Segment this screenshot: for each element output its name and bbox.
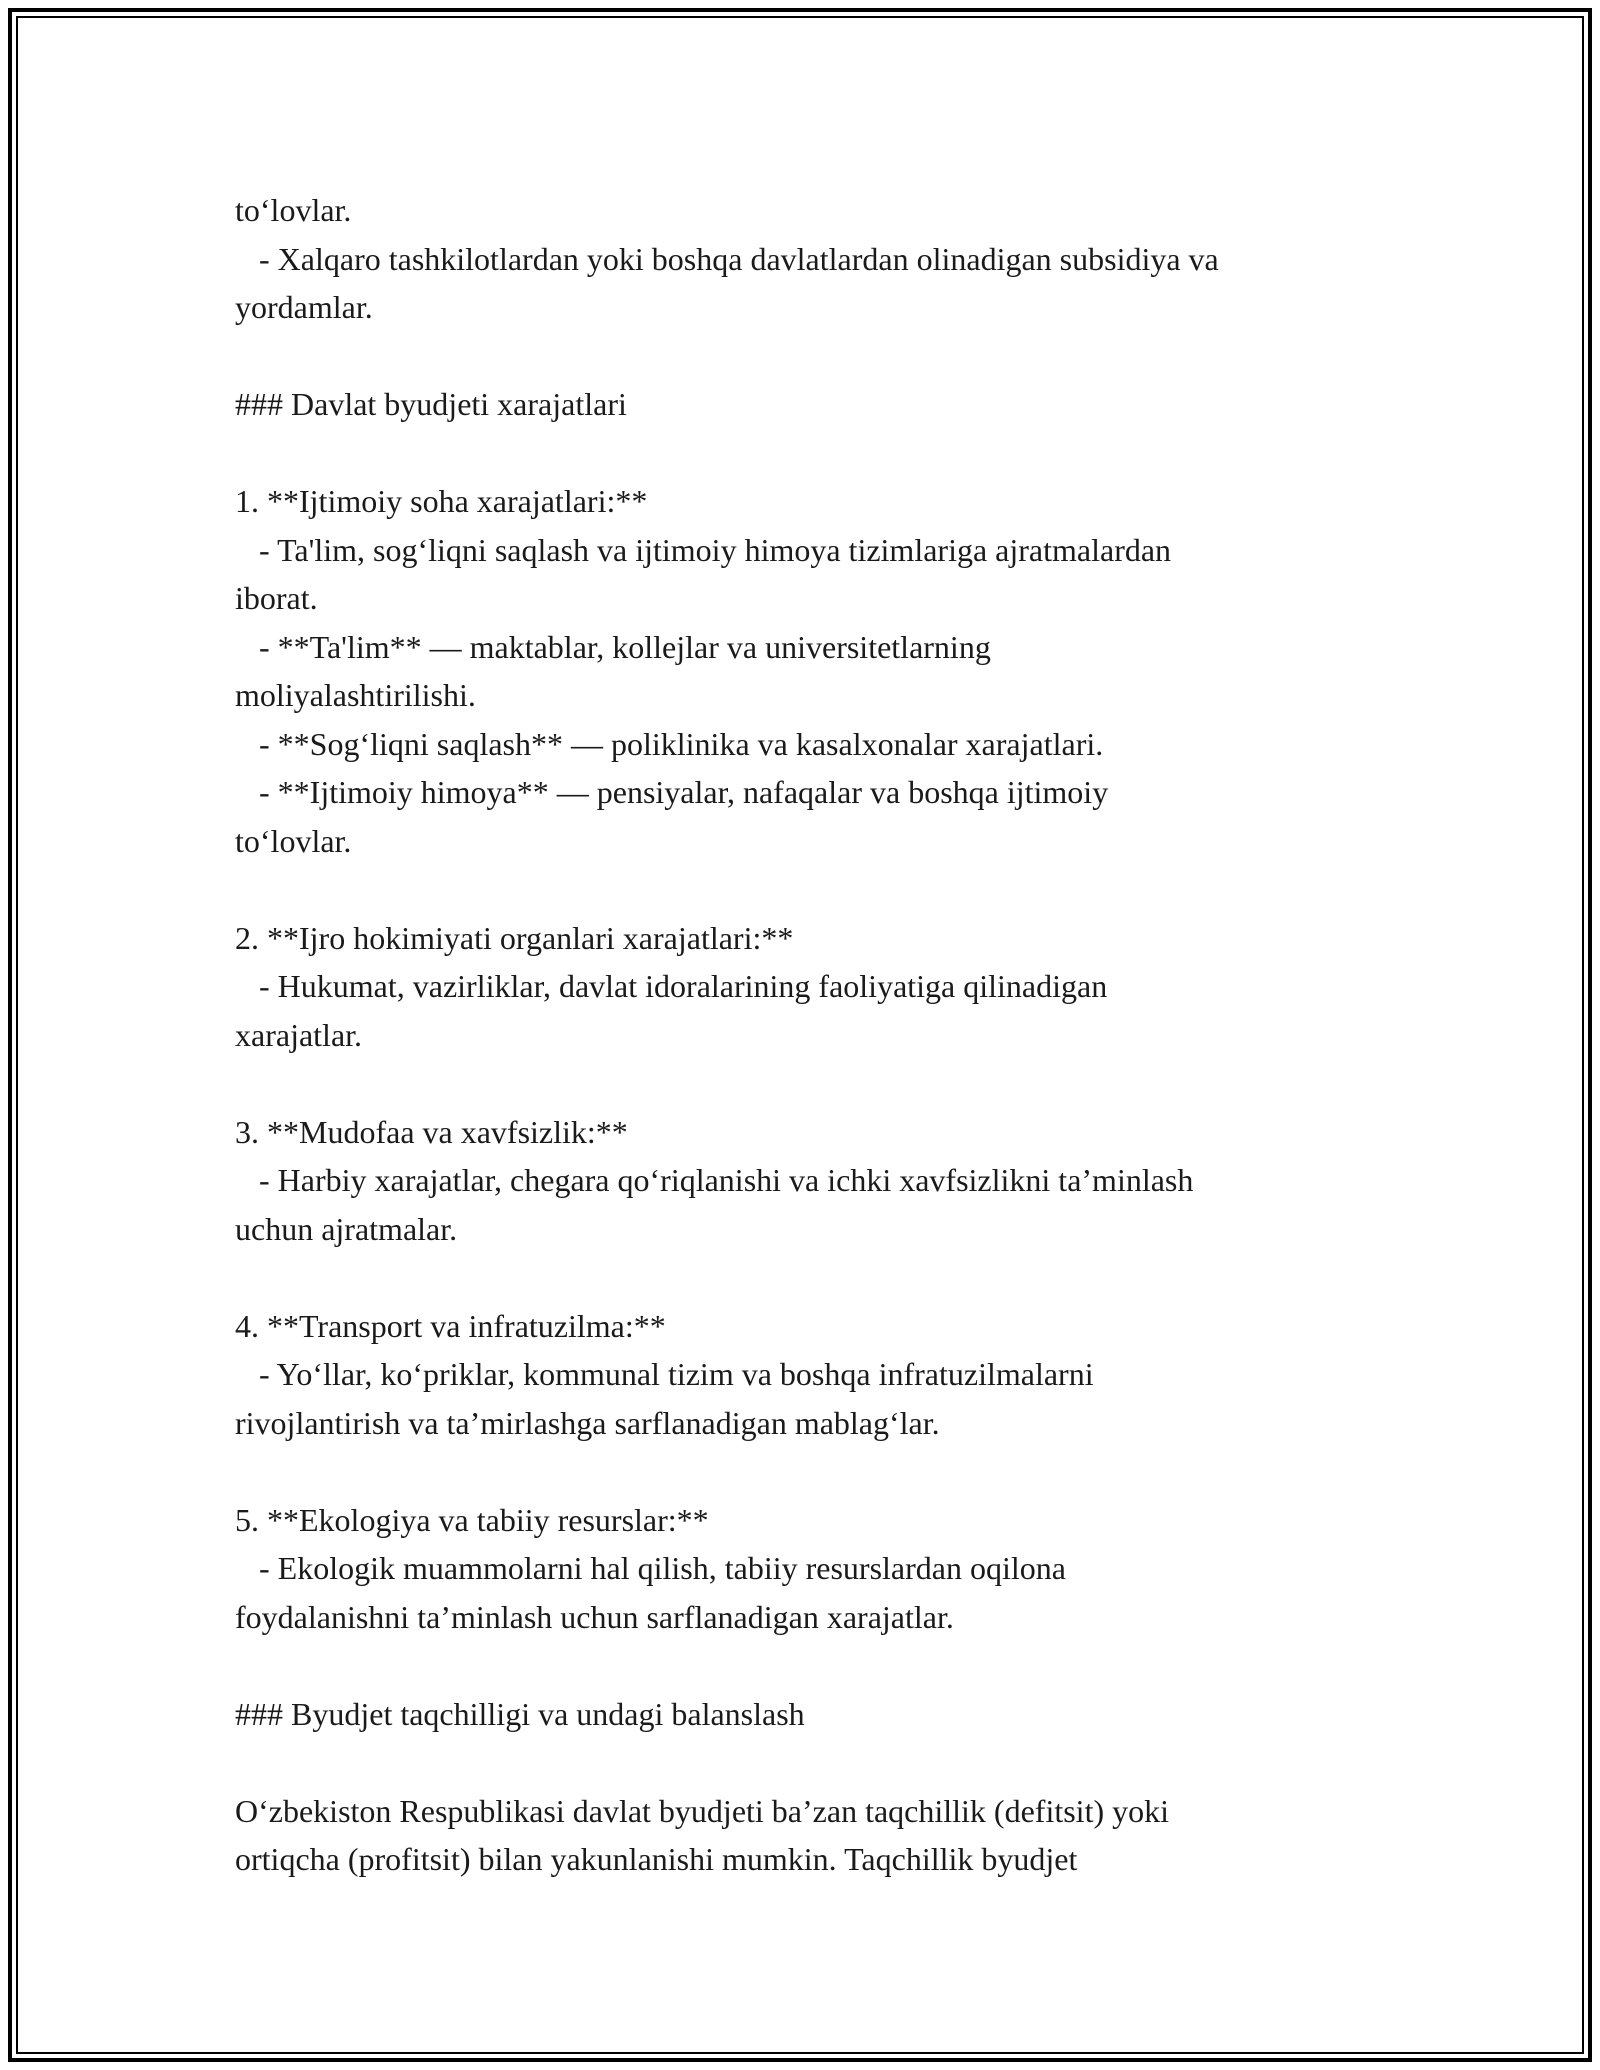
text-line: - Hukumat, vazirliklar, davlat idoralarining faoliyatiga qilinadigan	[235, 968, 1108, 1004]
list-item-heading: 1. **Ijtimoiy soha xarajatlari:**	[235, 483, 648, 519]
blank-line	[235, 1253, 1395, 1302]
text-line: - **Ijtimoiy himoya** — pensiyalar, nafaqalar va boshqa ijtimoiy	[235, 774, 1109, 810]
text-line: - **Sog‘liqni saqlash** — poliklinika va kasalxonalar xarajatlari.	[235, 725, 1104, 762]
blank-line	[235, 429, 1395, 478]
text-line: - Ta'lim, sog‘liqni saqlash va ijtimoiy himoya tizimlariga ajratmalardan	[235, 531, 1172, 568]
list-item-heading: 3. **Mudofaa va xavfsizlik:**	[235, 1113, 628, 1150]
document-body	[235, 186, 1395, 1884]
text-line: - **Ta'lim** — maktablar, kollejlar va universitetlarning	[235, 628, 991, 665]
blank-line	[235, 1059, 1395, 1108]
text-line: to‘lovlar.	[235, 822, 352, 859]
section-heading: ### Byudjet taqchilligi va undagi balanslash	[235, 1695, 805, 1732]
blank-line	[235, 332, 1395, 381]
blank-line	[235, 1738, 1395, 1787]
text-line: - Xalqaro tashkilotlardan yoki boshqa davlatlardan olinadigan subsidiya va	[235, 240, 1219, 277]
list-item-heading: 2. **Ijro hokimiyati organlari xarajatlari:**	[235, 919, 794, 956]
text-line: - Harbiy xarajatlar, chegara qo‘riqlanishi va ichki xavfsizlikni ta’minlash	[235, 1162, 1194, 1198]
section-heading: ### Davlat byudjeti xarajatlari	[235, 386, 627, 422]
list-item-heading: 4. **Transport va infratuzilma:**	[235, 1307, 666, 1344]
text-line: - Ekologik muammolarni hal qilish, tabiiy resurslardan oqilona	[235, 1550, 1066, 1586]
text-line: - Yo‘llar, ko‘priklar, kommunal tizim va boshqa infratuzilmalarni	[235, 1356, 1094, 1392]
text-line: foydalanishni ta’minlash uchun sarflanadigan xarajatlar.	[235, 1598, 954, 1635]
text-line: yordamlar.	[235, 289, 373, 325]
text-line: iborat.	[235, 580, 318, 616]
text-line: O‘zbekiston Respublikasi davlat byudjeti ba’zan taqchillik (defitsit) yoki	[235, 1792, 1169, 1829]
text-line: xarajatlar.	[235, 1016, 363, 1053]
blank-line	[235, 865, 1395, 914]
blank-line	[235, 1447, 1395, 1496]
blank-line	[235, 1641, 1395, 1690]
text-line: uchun ajratmalar.	[235, 1210, 458, 1247]
text-line: moliyalashtirilishi.	[235, 677, 476, 713]
text-line: ortiqcha (profitsit) bilan yakunlanishi mumkin. Taqchillik byudjet	[235, 1841, 1078, 1877]
list-item-heading: 5. **Ekologiya va tabiiy resurslar:**	[235, 1501, 709, 1538]
text-line: rivojlantirish va ta’mirlashga sarflanadigan mablag‘lar.	[235, 1404, 940, 1441]
text-line: to‘lovlar.	[235, 192, 352, 228]
